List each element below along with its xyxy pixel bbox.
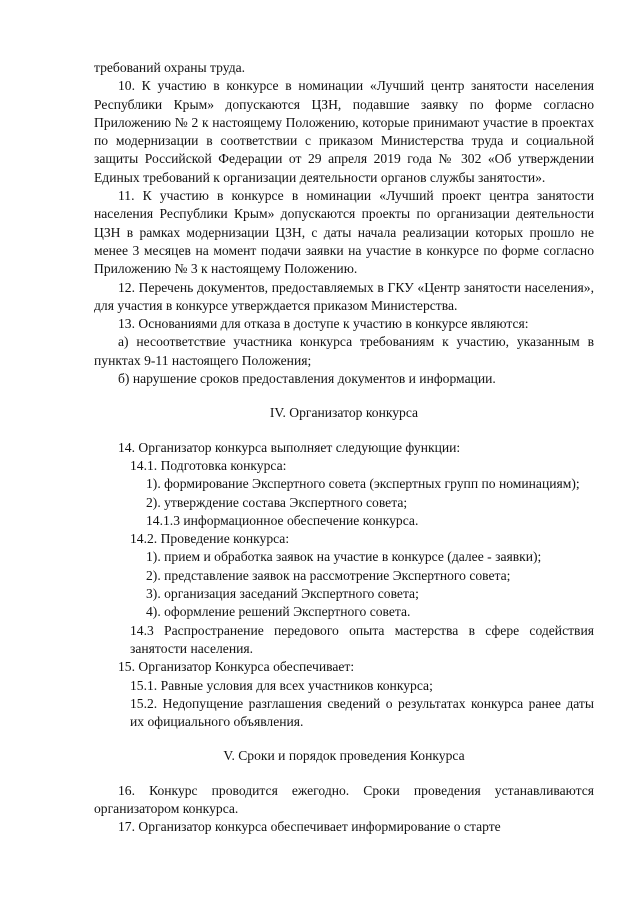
document-page — [94, 59, 594, 837]
list-item-14-1-2: 2). утверждение состава Экспертного совета; — [146, 494, 408, 510]
paragraph-17: 17. Организатор конкурса обеспечивает информирование о старте — [118, 819, 501, 835]
paragraph-10: 10. К участию в конкурсе в номинации «Лучший центр занятости населения Республики Крым» допускаются ЦЗН, подавшие заявку по форме согласно Приложению № 2 к настоящему Положению, которые принимают участие в проектах по модернизации в соответствии с приказом Министерства труда и социальной защиты Российской Федерации от 29 апреля 2019 года № 302 «Об утверждении Единых требований к организации деятельности органов службы занятости». — [94, 78, 594, 185]
paragraph-13-a: а) несоответствие участника конкурса требованиям к участию, указанным в пунктах 9-11 настоящего Положения; — [94, 334, 594, 368]
paragraph-14-2: 14.2. Проведение конкурса: — [130, 531, 290, 547]
list-item-14-2-3: 3). организация заседаний Экспертного совета; — [146, 586, 419, 602]
list-item-14-1-1: 1). формирование Экспертного совета (экспертных групп по номинациям); — [146, 476, 580, 492]
paragraph-14-1: 14.1. Подготовка конкурса: — [130, 457, 287, 473]
paragraph-15-1: 15.1. Равные условия для всех участников конкурса; — [130, 677, 433, 693]
paragraph-11: 11. К участию в конкурсе в номинации «Лучший проект центра занятости населения Республики Крым» допускаются проекты по организации деятельности ЦЗН в рамках модернизации ЦЗН, с даты начала реализации которых прошло не менее 3 месяцев на момент подачи заявки на участие в конкурсе по форме согласно Приложению № 3 к настоящему Положению. — [94, 188, 594, 277]
section-heading-v: V. Сроки и порядок проведения Конкурса — [223, 748, 465, 764]
paragraph-15-2: 15.2. Недопущение разглашения сведений о результатах конкурса ранее даты их официального объявления. — [130, 695, 594, 730]
paragraph-13: 13. Основаниями для отказа в доступе к участию в конкурсе являются: — [118, 316, 529, 332]
paragraph-15: 15. Организатор Конкурса обеспечивает: — [118, 659, 355, 675]
paragraph-12: 12. Перечень документов, предоставляемых в ГКУ «Центр занятости населения», для участия в конкурсе утверждается приказом Министерства. — [94, 279, 594, 313]
section-heading-iv: IV. Организатор конкурса — [269, 405, 419, 421]
paragraph-16: 16. Конкурс проводится ежегодно. Сроки проведения устанавливаются организатором конкурса. — [94, 782, 594, 816]
list-item-14-2-4: 4). оформление решений Экспертного совета. — [146, 604, 411, 620]
list-item-14-2-2: 2). представление заявок на рассмотрение Экспертного совета; — [146, 567, 511, 583]
list-item-14-1-3: 14.1.3 информационное обеспечение конкурса. — [146, 512, 419, 528]
paragraph-continuation: требований охраны труда. — [94, 60, 246, 75]
paragraph-14: 14. Организатор конкурса выполняет следующие функции: — [118, 439, 461, 455]
list-item-14-2-1: 1). прием и обработка заявок на участие в конкурсе (далее - заявки); — [146, 549, 542, 565]
paragraph-13-b: б) нарушение сроков предоставления документов и информации. — [118, 371, 496, 387]
paragraph-14-3: 14.3 Распространение передового опыта мастерства в сфере содействия занятости населения. — [130, 622, 594, 656]
